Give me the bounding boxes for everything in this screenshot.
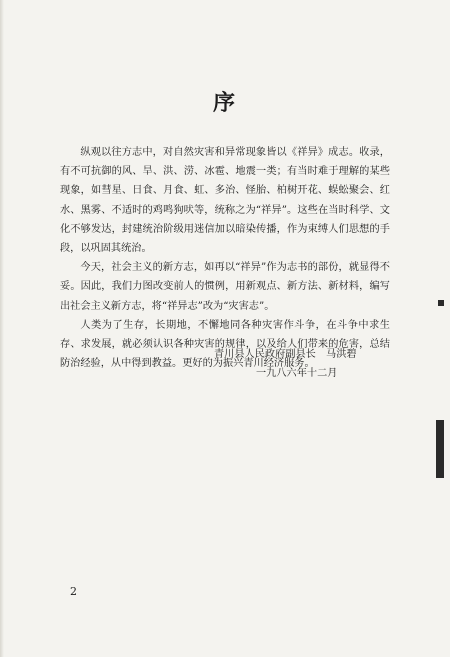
signature-author: 青川县人民政府副县长 马洪碧 bbox=[214, 349, 357, 360]
paragraph: 今天，社会主义的新方志，如再以“祥异”作为志书的部份，就显得不妥。因此，我们力图改变前人的惯例，用新观点、新方法、新材料，编写出社会主义新方志，将“祥异志”改为“灾害志”。 bbox=[60, 262, 390, 312]
paragraph: 纵观以往方志中，对自然灾害和异常现象皆以《祥异》成志。收录，有不可抗御的风、旱、洪、涝、冰雹、地震一类；有当时难于理解的某些现象，如彗星、日食、月食、虹、多治、怪胎、柏树开花、蜈蚣聚会、红水、黑雾、不适时的鸡鸣狗吠等，统称之为“祥异”。这些在当时科学、文化不够发达，封建统治阶级用迷信加以暗染传播，作为束缚人们思想的手段，以巩固其统治。 bbox=[60, 147, 390, 255]
binding-edge-mark bbox=[438, 300, 444, 306]
signature-block bbox=[214, 345, 357, 383]
page-title: 序 bbox=[212, 91, 237, 116]
paragraph: 人类为了生存，长期地，不懈地同各种灾害作斗争，在斗争中求生存、求发展，就必须认识各种灾害的规律，以及给人们带来的危害，总结防治经验，从中得到教益。更好的为振兴青川经济服务。 bbox=[60, 319, 390, 370]
binding-edge-mark bbox=[436, 420, 444, 478]
page-number: 2 bbox=[70, 585, 77, 598]
signature-date: 一九八六年十二月 bbox=[256, 368, 338, 379]
preface-body bbox=[60, 143, 390, 373]
